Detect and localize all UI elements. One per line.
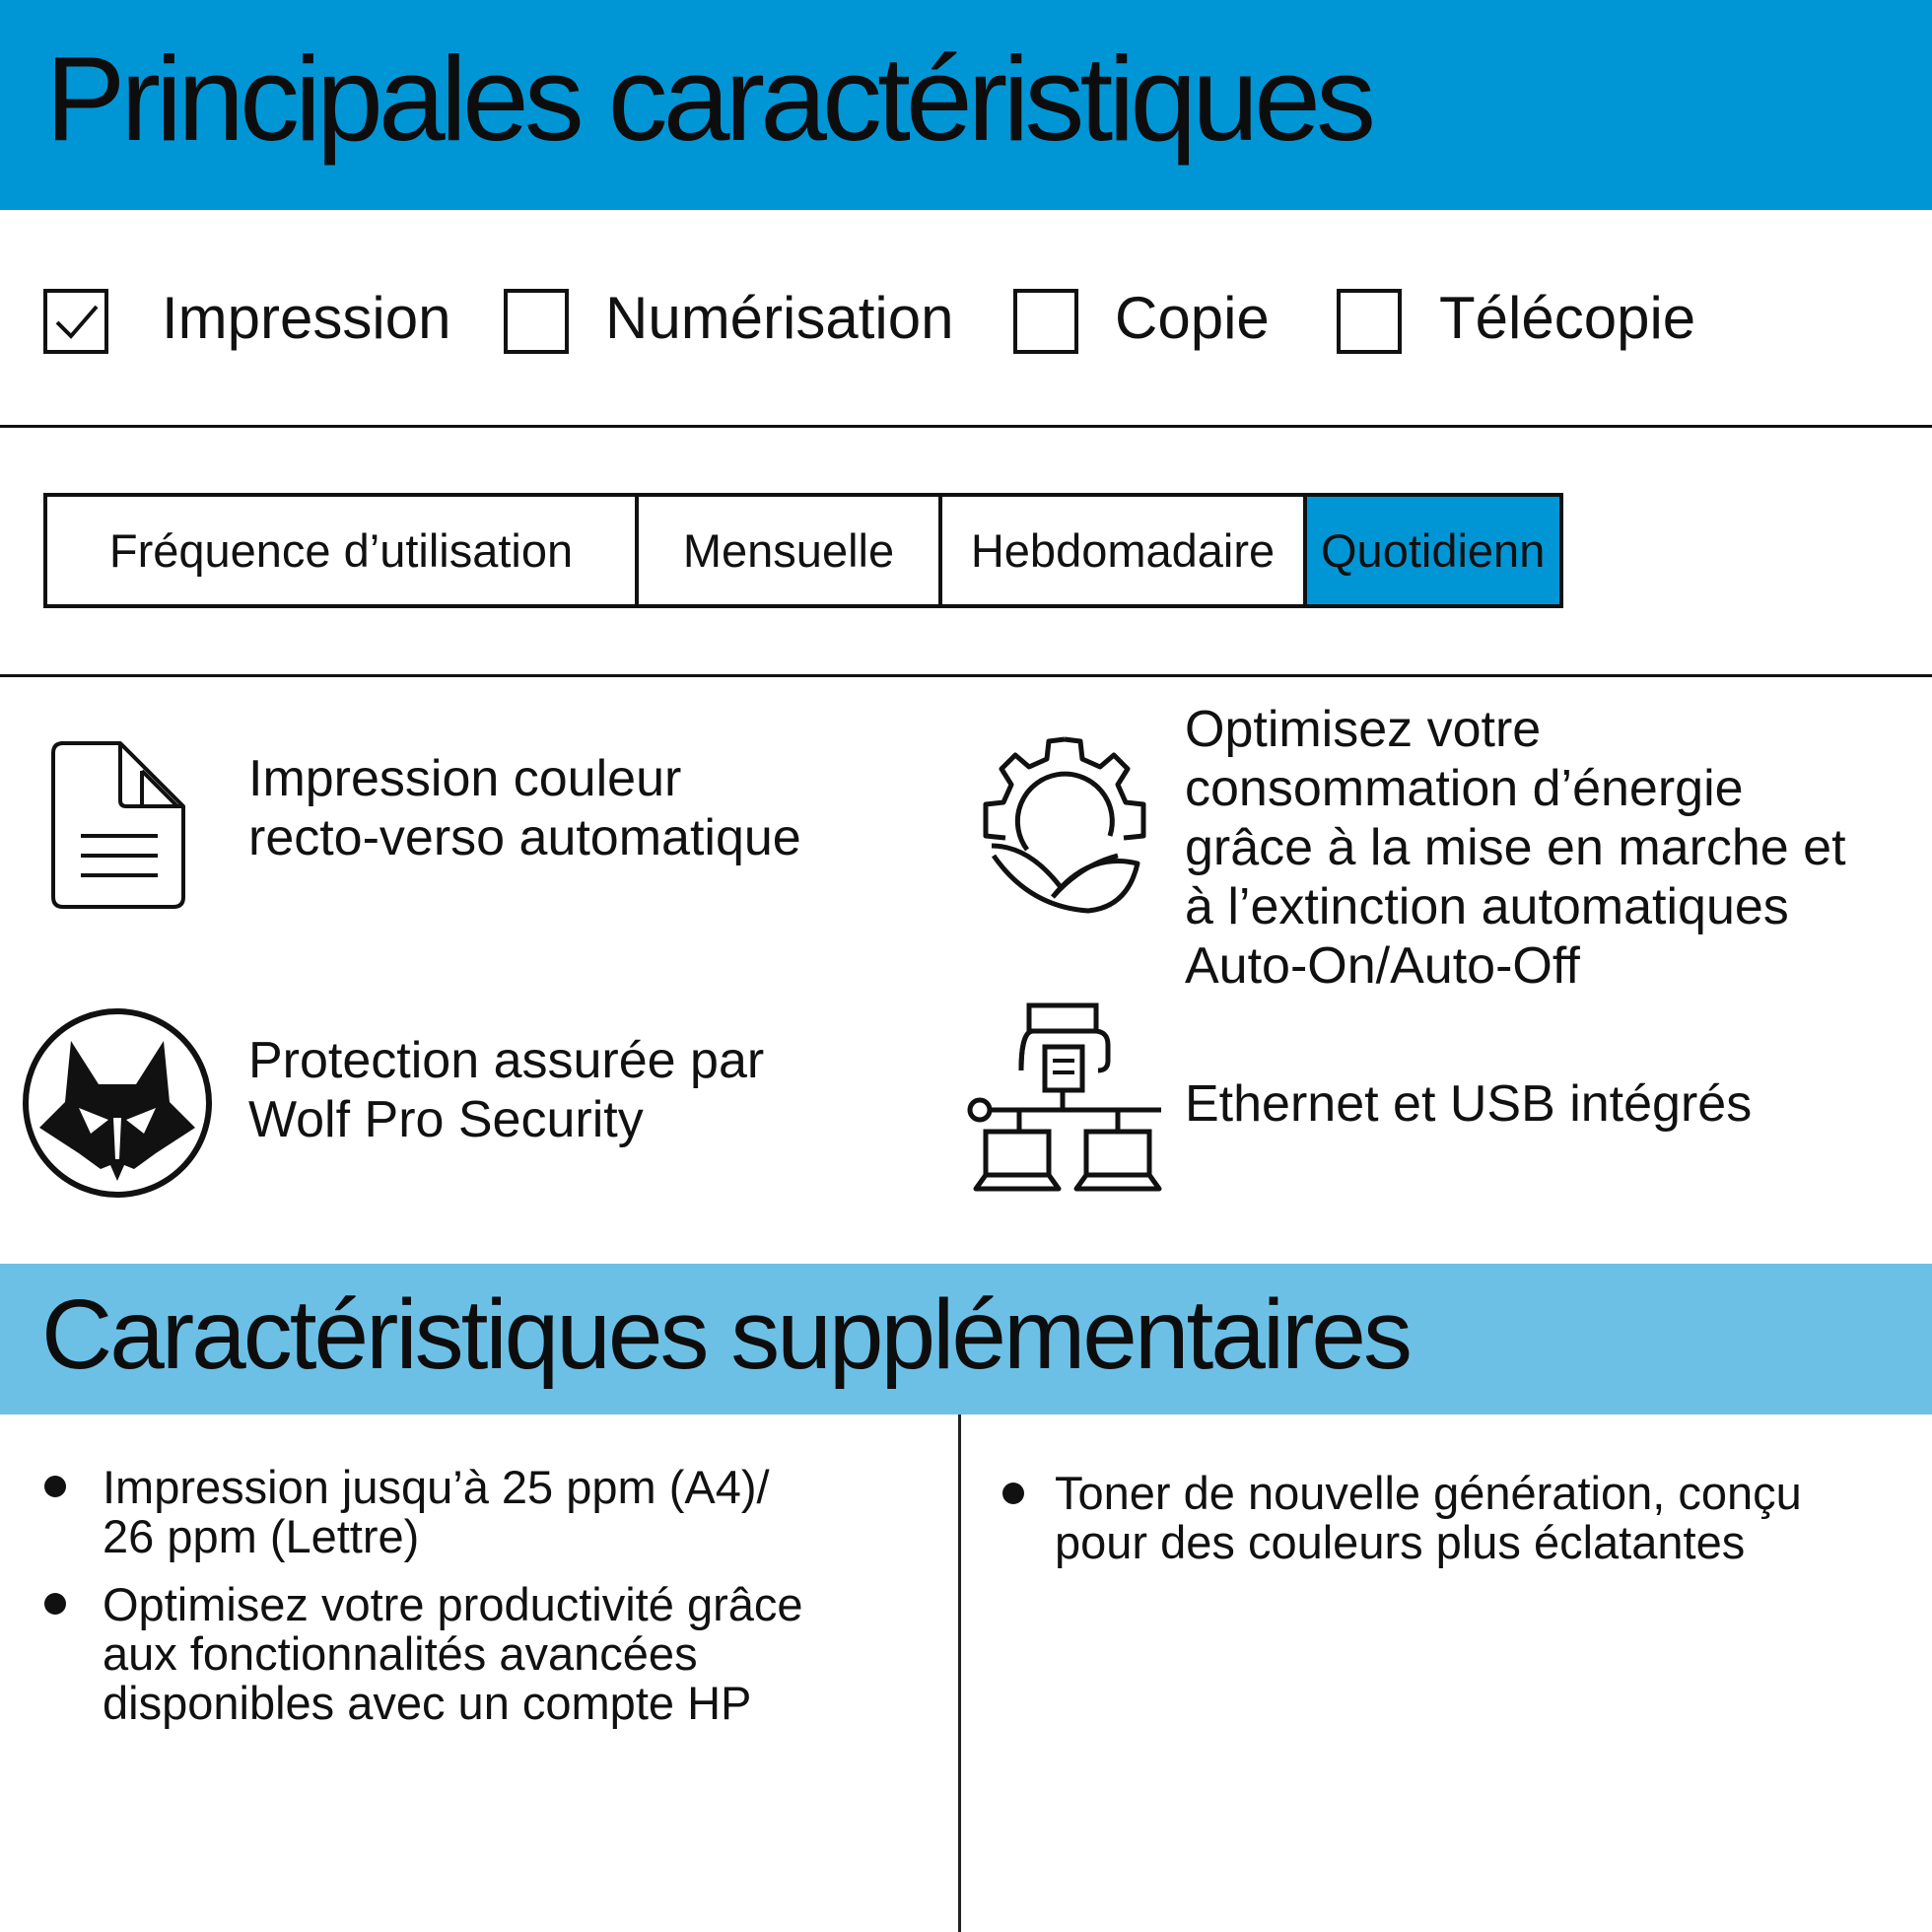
feature-connectivity-text: Ethernet et USB intégrés (1185, 1075, 1753, 1133)
list-item-line: Toner de nouvelle génération, conçu (1055, 1467, 1802, 1519)
section-title: Caractéristiques supplémentaires (41, 1279, 1411, 1390)
usage-frequency-label: Fréquence d’utilisation (108, 524, 574, 577)
list-item (103, 1580, 803, 1728)
checkbox-label-telecopie: Télécopie (1439, 285, 1696, 351)
column-divider (958, 1414, 961, 1932)
bullet-dot (44, 1593, 66, 1615)
checkbox-impression[interactable] (43, 289, 108, 354)
feature-duplex-line: Impression couleur (248, 750, 682, 807)
usage-option-mensuelle[interactable]: Mensuelle (682, 524, 895, 577)
feature-energy-line: Auto-On/Auto-Off (1185, 937, 1580, 995)
feature-energy-line: Optimisez votre (1185, 701, 1542, 758)
divider (0, 425, 1932, 428)
list-item-line: pour des couleurs plus éclatantes (1055, 1516, 1746, 1568)
usage-option-quotidienne-selected[interactable]: Quotidienn (1307, 497, 1559, 604)
list-item (103, 1463, 770, 1561)
checkbox-numerisation[interactable] (504, 289, 569, 354)
feature-energy-line: consommation d’énergie (1185, 760, 1744, 817)
wolf-icon (22, 1007, 213, 1199)
usage-option-hebdomadaire[interactable]: Hebdomadaire (970, 524, 1276, 577)
checkbox-label-numerisation: Numérisation (605, 285, 954, 351)
feature-energy-text (1185, 700, 1846, 996)
eco-gear-icon (970, 729, 1159, 919)
feature-security-line: Wolf Pro Security (248, 1091, 644, 1148)
usage-frequency-table (43, 493, 1563, 608)
checkbox-label-impression: Impression (162, 285, 451, 351)
checkbox-telecopie[interactable] (1337, 289, 1402, 354)
feature-security-text (248, 1031, 764, 1149)
list-item-line: disponibles avec un compte HP (103, 1677, 752, 1729)
divider (0, 674, 1932, 677)
checkbox-copie[interactable] (1013, 289, 1078, 354)
list-item-line: Impression jusqu’à 25 ppm (A4)/ (103, 1461, 770, 1513)
feature-security-line: Protection assurée par (248, 1032, 765, 1089)
check-icon (47, 293, 104, 350)
bullet-dot (1002, 1483, 1024, 1504)
feature-energy-line: grâce à la mise en marche et (1185, 819, 1846, 876)
checkbox-label-copie: Copie (1115, 285, 1270, 351)
network-printer-icon (964, 1000, 1165, 1193)
list-item (1055, 1469, 1802, 1567)
list-item-line: aux fonctionnalités avancées (103, 1627, 698, 1680)
document-icon (51, 741, 185, 909)
page-title: Principales caractéristiques (45, 32, 1371, 166)
bullet-dot (44, 1476, 66, 1497)
list-item-line: Optimisez votre productivité grâce (103, 1578, 803, 1630)
list-item-line: 26 ppm (Lettre) (103, 1510, 420, 1562)
feature-duplex-line: recto-verso automatique (248, 809, 801, 866)
feature-duplex-text (248, 749, 801, 867)
feature-energy-line: à l’extinction automatiques (1185, 878, 1789, 935)
